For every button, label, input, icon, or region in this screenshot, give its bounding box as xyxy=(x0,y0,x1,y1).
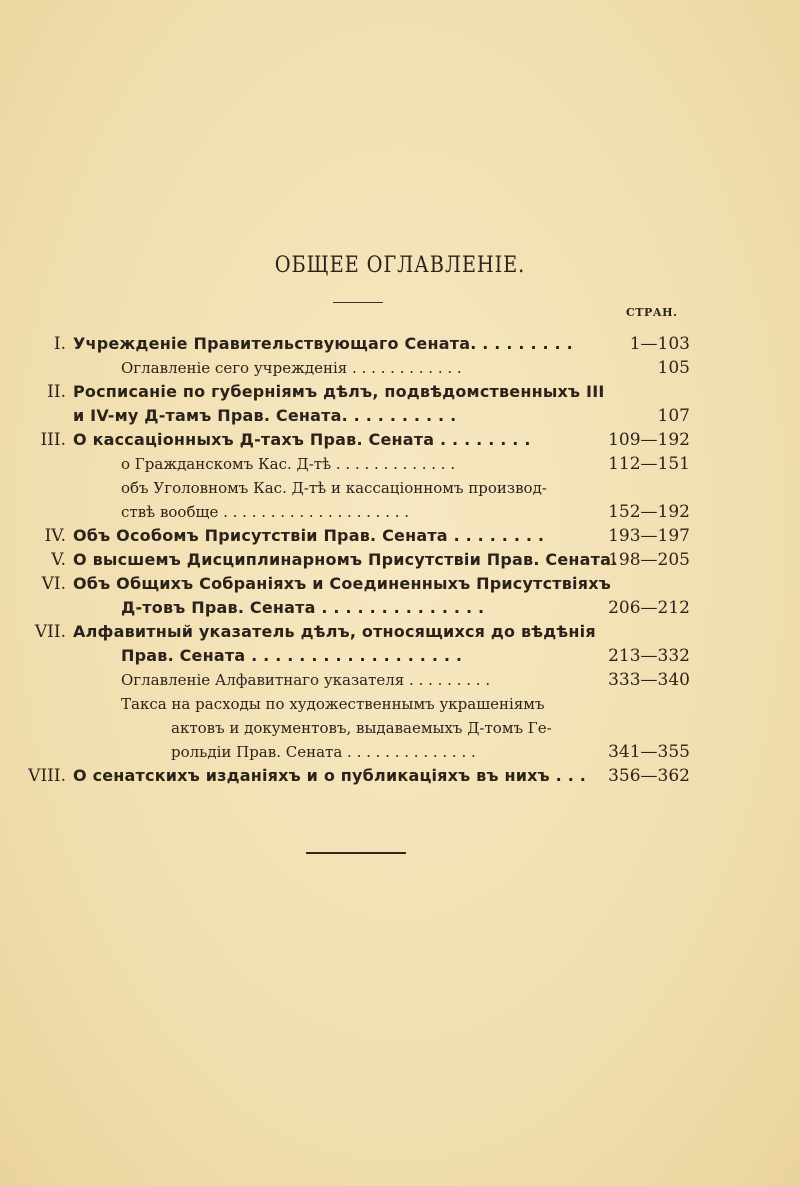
section-number: I. xyxy=(53,334,66,354)
toc-subentry xyxy=(0,668,800,692)
entry-title: объ Уголовномъ Кас. Д-тѣ и кассаціонномъ производ- xyxy=(121,479,547,497)
toc-entry-4 xyxy=(0,524,800,548)
entry-title-continuation: рольдіи Прав. Сената . . . . . . . . . . . . . . xyxy=(171,743,476,761)
page-range: 356—362 xyxy=(608,766,690,786)
toc-entry-8 xyxy=(0,764,800,788)
entry-title: Оглавленіе Алфавитнаго указателя . . . . . . . . . xyxy=(121,671,491,689)
entry-title: Алфавитный указатель дѣлъ, относящихся до вѣдѣнія xyxy=(73,622,596,641)
section-number: VIII. xyxy=(28,766,66,786)
toc-entry-continuation xyxy=(0,596,800,620)
toc-entry-1 xyxy=(0,332,800,356)
toc-subentry-continuation xyxy=(0,740,800,764)
page-range: 105 xyxy=(657,358,690,378)
entry-title-continuation: Прав. Сената . . . . . . . . . . . . . . . . . . xyxy=(121,646,463,665)
toc-entry-2 xyxy=(0,380,800,404)
toc-entry-5 xyxy=(0,548,800,572)
page-title: ОБЩЕЕ ОГЛАВЛЕНІЕ. xyxy=(274,253,526,278)
page-range: 1—103 xyxy=(629,334,690,354)
bottom-rule xyxy=(306,852,406,854)
page-range: 198—205 xyxy=(608,550,690,570)
entry-title: Оглавленіе сего учрежденія . . . . . . . . . . . . xyxy=(121,359,462,377)
toc-entry-3 xyxy=(0,428,800,452)
entry-title-continuation: актовъ и документовъ, выдаваемыхъ Д-томъ Ге- xyxy=(171,719,552,737)
pages-column-header: СТРАН. xyxy=(626,306,678,319)
page-range: 152—192 xyxy=(608,502,690,522)
page-range: 206—212 xyxy=(608,598,690,618)
toc-subentry xyxy=(0,452,800,476)
page-range: 109—192 xyxy=(608,430,690,450)
entry-title: Учрежденіе Правительствующаго Сената. . . . . . . . . xyxy=(73,334,573,353)
entry-title: О кассаціонныхъ Д-тахъ Прав. Сената . . . . . . . . xyxy=(73,430,531,449)
section-number: VII. xyxy=(34,622,66,642)
section-number: IV. xyxy=(44,526,66,546)
section-number: V. xyxy=(51,550,66,570)
page-range: 341—355 xyxy=(608,742,690,762)
section-number: VI. xyxy=(41,574,66,594)
entry-title: о Гражданскомъ Кас. Д-тѣ . . . . . . . . . . . . . xyxy=(121,455,456,473)
entry-title-continuation: и IV-му Д-тамъ Прав. Сената. . . . . . . . . . xyxy=(73,406,457,425)
entry-title-continuation: Д-товъ Прав. Сената . . . . . . . . . . . . . . xyxy=(121,598,485,617)
toc-subentry xyxy=(0,692,800,716)
entry-title: Объ Общихъ Собраніяхъ и Соединенныхъ Присутствіяхъ xyxy=(73,574,611,593)
page-range: 193—197 xyxy=(608,526,690,546)
entry-title-continuation: ствѣ вообще . . . . . . . . . . . . . . . . . . . . xyxy=(121,503,410,521)
toc-entry-7 xyxy=(0,620,800,644)
entry-title: Росписаніе по губерніямъ дѣлъ, подвѣдомственныхъ III xyxy=(73,382,605,401)
toc-entry-6 xyxy=(0,572,800,596)
toc-subentry-continuation xyxy=(0,500,800,524)
entry-title: О высшемъ Дисциплинарномъ Присутствіи Прав. Сената. xyxy=(73,550,618,569)
entry-title: О сенатскихъ изданіяхъ и о публикаціяхъ въ нихъ . . . xyxy=(73,766,587,785)
toc-entry-continuation xyxy=(0,404,800,428)
toc-entry-continuation xyxy=(0,644,800,668)
page-range: 333—340 xyxy=(608,670,690,690)
toc-subentry xyxy=(0,356,800,380)
page-range: 112—151 xyxy=(608,454,690,474)
section-number: II. xyxy=(47,382,66,402)
toc-subentry-continuation xyxy=(0,716,800,740)
table-of-contents xyxy=(0,332,800,788)
page-range: 107 xyxy=(657,406,690,426)
page-range: 213—332 xyxy=(608,646,690,666)
section-number: III. xyxy=(40,430,66,450)
entry-title: Такса на расходы по художественнымъ украшеніямъ xyxy=(121,695,545,713)
toc-subentry xyxy=(0,476,800,500)
title-rule xyxy=(333,302,383,303)
entry-title: Объ Особомъ Присутствіи Прав. Сената . . . . . . . . xyxy=(73,526,545,545)
